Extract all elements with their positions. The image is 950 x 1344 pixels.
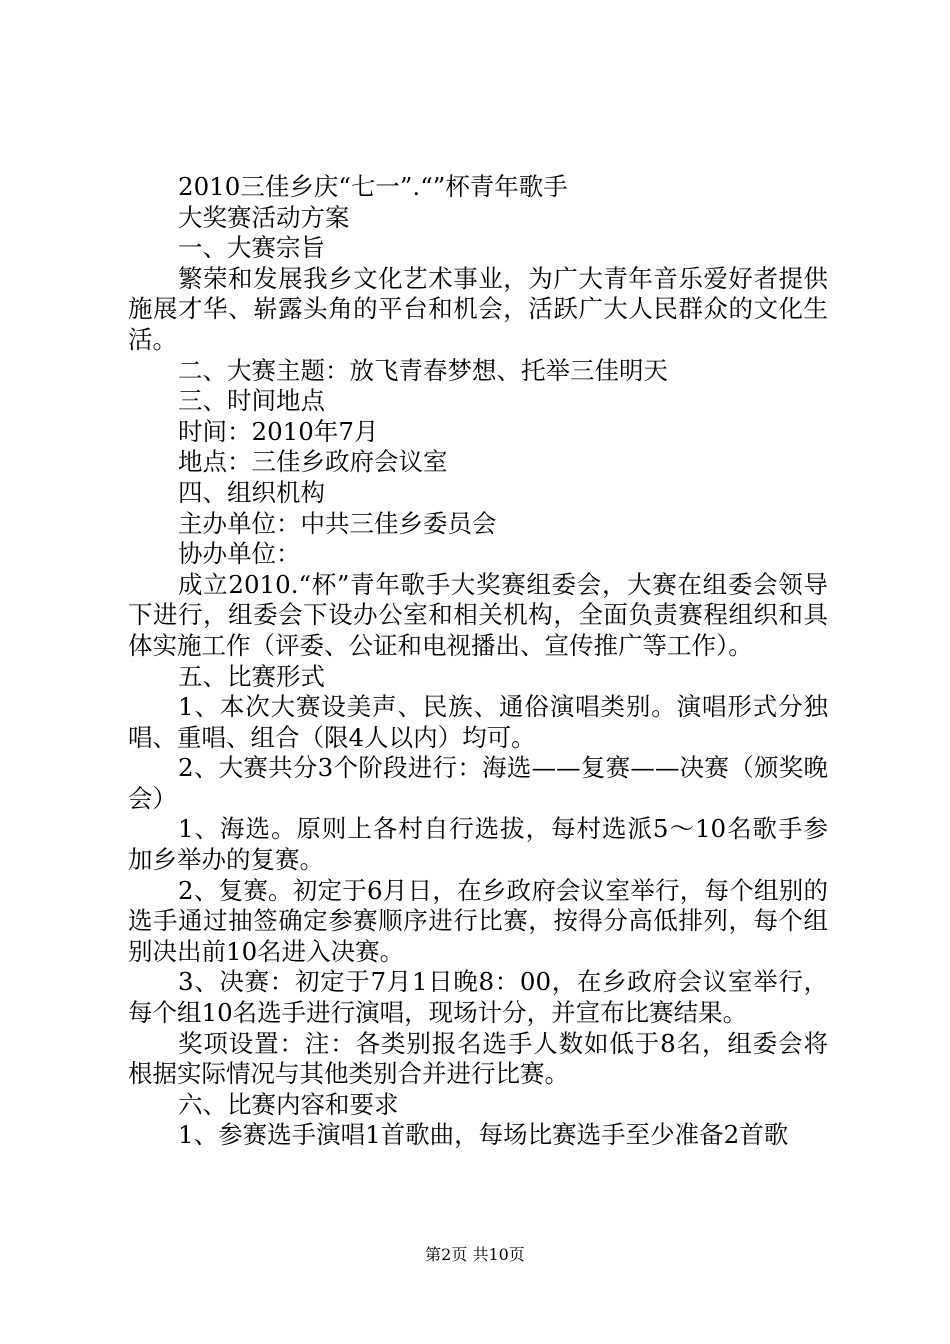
section-heading: 三、时间地点 xyxy=(178,386,325,416)
paragraph: 1、本次大赛设美声、民族、通俗演唱类别。演唱形式分独唱、重唱、组合（限4人以内）均可。 xyxy=(128,692,828,752)
paragraph: 2、复赛。初定于6月日，在乡政府会议室举行，每个组别的选手通过抽签确定参赛顺序进行比赛，按得分高低排列，每个组别决出前10名进入决赛。 xyxy=(128,875,828,966)
paragraph: 奖项设置：注：各类别报名选手人数如低于8名，组委会将根据实际情况与其他类别合并进行比赛。 xyxy=(128,1028,828,1089)
paragraph: 1、海选。原则上各村自行选拔，每村选派5～10名歌手参加乡举办的复赛。 xyxy=(128,814,828,875)
section-heading: 一、大赛宗旨 xyxy=(178,233,325,263)
paragraph: 时间：2010年7月 xyxy=(178,416,379,446)
paragraph: 1、参赛选手演唱1首歌曲，每场比赛选手至少准备2首歌 xyxy=(178,1120,789,1150)
document-body xyxy=(128,172,828,1151)
section-heading: 六、比赛内容和要求 xyxy=(178,1089,399,1119)
section-heading: 四、组织机构 xyxy=(178,477,325,507)
paragraph: 主办单位：中共三佳乡委员会 xyxy=(178,508,497,538)
section-heading: 二、大赛主题：放飞青春梦想、托举三佳明天 xyxy=(178,355,668,385)
doc-title-line-2: 大奖赛活动方案 xyxy=(178,202,350,232)
section-heading: 五、比赛形式 xyxy=(178,661,325,691)
paragraph: 2、大赛共分3个阶段进行：海选——复赛——决赛（颁奖晚会） xyxy=(128,753,828,813)
paragraph: 3、决赛：初定于7月1日晚8：00，在乡政府会议室举行，每个组10名选手进行演唱，现场计分，并宣布比赛结果。 xyxy=(128,967,828,1028)
page-number-footer: 第2页 共10页 xyxy=(425,1245,525,1264)
paragraph: 地点：三佳乡政府会议室 xyxy=(178,447,448,477)
paragraph: 协办单位： xyxy=(178,539,301,569)
doc-title-line-1: 2010三佳乡庆“七一”.“”杯青年歌手 xyxy=(178,172,568,201)
paragraph: 繁荣和发展我乡文化艺术事业，为广大青年音乐爱好者提供施展才华、崭露头角的平台和机会，活跃广大人民群众的文化生活。 xyxy=(128,263,828,354)
paragraph: 成立2010.“杯”青年歌手大奖赛组委会，大赛在组委会领导下进行，组委会下设办公室和相关机构，全面负责赛程组织和具体实施工作（评委、公证和电视播出、宣传推广等工作）。 xyxy=(128,569,828,660)
